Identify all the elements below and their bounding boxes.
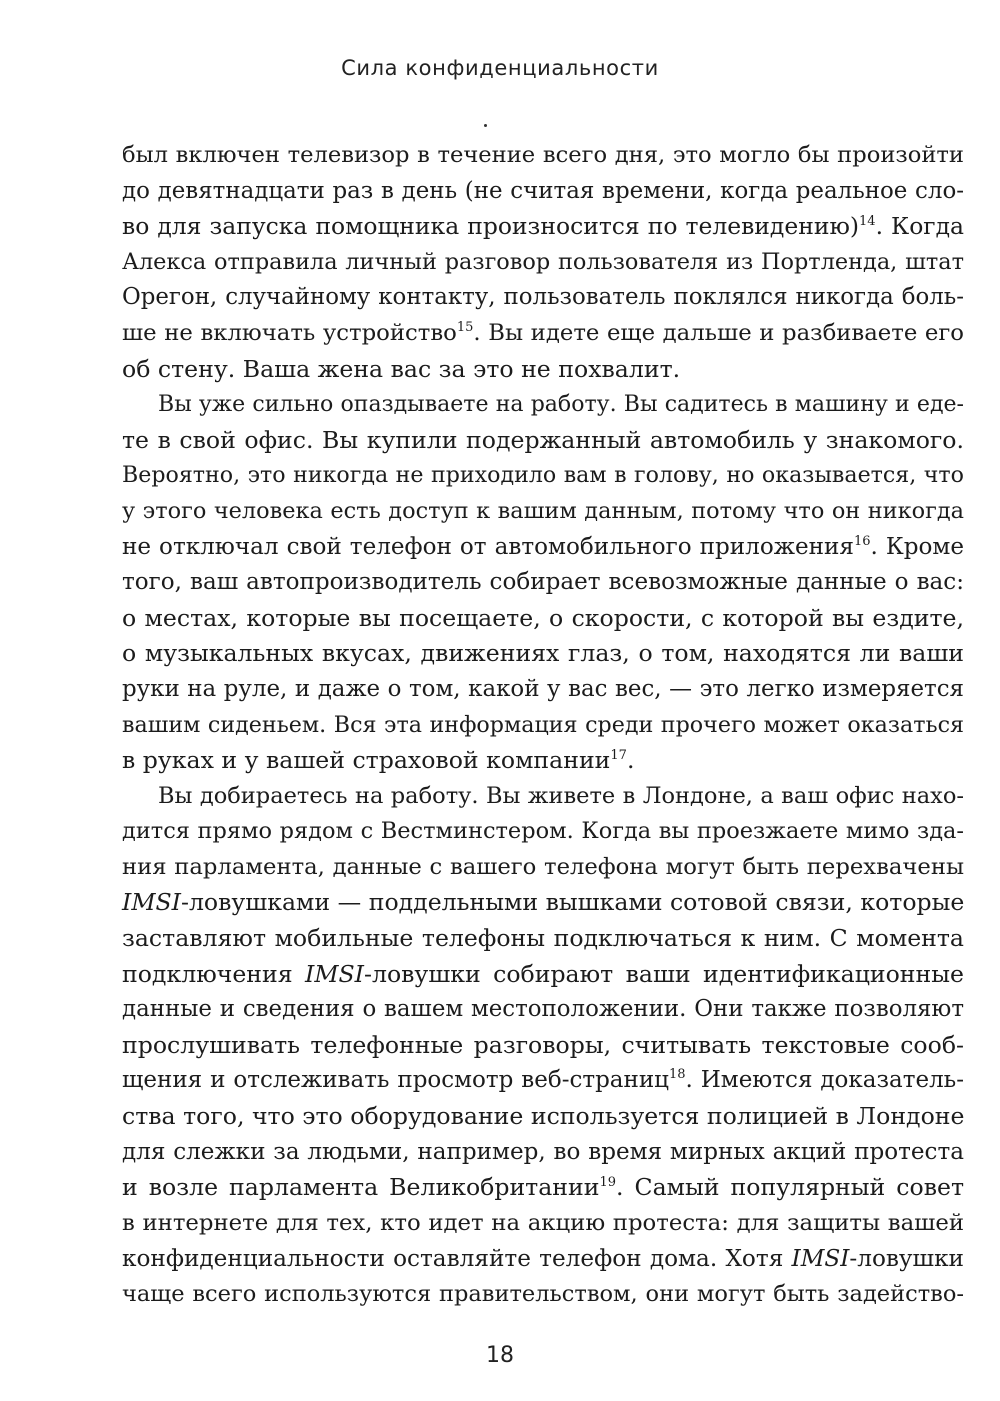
text-run: . Самый популярный совет (616, 1173, 965, 1202)
text-line: Вы уже сильно опаздываете на работу. Вы садитесь в машину и еде- (158, 392, 964, 418)
italic-term: IMSI (791, 1245, 850, 1273)
text-line (122, 316, 964, 352)
text-line: вашим сиденьем. Вся эта информация среди прочего может оказаться (122, 711, 964, 738)
text-line (122, 885, 964, 921)
text-line (122, 530, 964, 566)
text-line: был включен телевизор в течение всего дня, это могло бы произойти (122, 142, 964, 168)
text-line (122, 1241, 964, 1277)
text-run: . Когда (875, 212, 964, 241)
text-line: данные и сведения о вашем местоположении. Они также позволяют (122, 996, 964, 1023)
footnote-ref-14: 14 (859, 214, 876, 230)
text-line: до девятнадцати раз в день (не считая времени, когда реальное сло- (122, 177, 964, 204)
text-line: заставляют мобильные телефоны подключаться к ним. С момента (122, 924, 964, 953)
text-line: Орегон, случайному контакту, пользователь поклялся никогда боль- (122, 284, 964, 311)
text-run: -ловушками — поддельными вышками сотовой связи, которые (180, 888, 965, 917)
text-run: -ловушки собирают ваши идентификационные (363, 959, 964, 988)
page-number: 18 (486, 1343, 514, 1368)
italic-term: IMSI (122, 888, 181, 917)
footnote-ref-19: 19 (599, 1175, 617, 1191)
text-line: для слежки за людьми, например, во время мирных акций протеста (122, 1138, 964, 1165)
text-run: конфиденциальности оставляйте телефон дома. Хотя (122, 1245, 792, 1273)
text-line (122, 743, 964, 779)
text-line: о музыкальных вкусах, движениях глаз, о том, находятся ли ваши (122, 639, 964, 668)
text-run: в руках и у вашей страховой компании (122, 746, 611, 775)
text-line: ства того, что это оборудование используется полицией в Лондоне (122, 1102, 965, 1131)
running-header: Сила конфиденциальности (341, 56, 659, 80)
paragraph-2 (122, 387, 964, 779)
text-run: во для запуска помощника произносится по телевидению) (122, 212, 860, 241)
print-speck (484, 124, 487, 127)
text-run: не отключал свой телефон от автомобильного приложения (122, 533, 854, 560)
italic-term: IMSI (305, 959, 364, 988)
text-run: -ловушки (849, 1245, 964, 1273)
text-line: чаще всего используются правительством, они могут быть задейство- (122, 1281, 964, 1307)
text-line: о местах, которые вы посещаете, о скорости, с которой вы ездите, (122, 603, 964, 632)
text-line: дится прямо рядом с Вестминстером. Когда вы проезжаете мимо зда- (122, 818, 964, 845)
text-line (122, 1063, 964, 1099)
text-line: Алекса отправила личный разговор пользователя из Портленда, штат (122, 248, 964, 275)
footnote-ref-16: 16 (853, 533, 871, 549)
text-run: ше не включать устройство (122, 319, 457, 346)
text-line: Вероятно, это никогда не приходило вам в голову, но оказывается, что (122, 462, 964, 489)
text-run: . (626, 746, 635, 775)
text-run: подключения (122, 959, 306, 988)
text-line: в интернете для тех, кто идет на акцию протеста: для защиты вашей (122, 1209, 964, 1236)
text-line (122, 209, 964, 245)
body-text (122, 138, 964, 1313)
text-run: и возле парламента Великобритании (122, 1173, 600, 1202)
text-line (122, 957, 964, 993)
text-line (122, 1170, 964, 1206)
text-line: того, ваш автопроизводитель собирает всевозможные данные о вас: (122, 569, 964, 596)
text-line: у этого человека есть доступ к вашим данным, потому что он никогда (122, 497, 964, 524)
text-line: прослушивать телефонные разговоры, считывать текстовые сооб- (122, 1030, 964, 1059)
paragraph-3 (122, 779, 964, 1313)
text-line: ния парламента, данные с вашего телефона могут быть перехвачены (122, 853, 964, 880)
text-run: . Вы идете еще дальше и разбиваете его (473, 319, 964, 346)
text-line: руки на руле, и даже о том, какой у вас вес, — это легко измеряется (122, 675, 964, 702)
text-run: щения и отслеживать просмотр веб-страниц (122, 1067, 669, 1094)
text-run: . Имеются доказатель- (685, 1067, 964, 1094)
text-line: об стену. Ваша жена вас за это не похвалит. (122, 354, 681, 383)
text-line: Вы добираетесь на работу. Вы живете в Лондоне, а ваш офис нахо- (158, 782, 964, 809)
footnote-ref-17: 17 (610, 748, 627, 764)
footnote-ref-15: 15 (456, 319, 474, 335)
text-line: те в свой офис. Вы купили подержанный автомобиль у знакомого. (122, 425, 964, 454)
footnote-ref-18: 18 (668, 1067, 686, 1083)
text-run: . Кроме (870, 533, 964, 560)
paragraph-1 (122, 138, 964, 387)
